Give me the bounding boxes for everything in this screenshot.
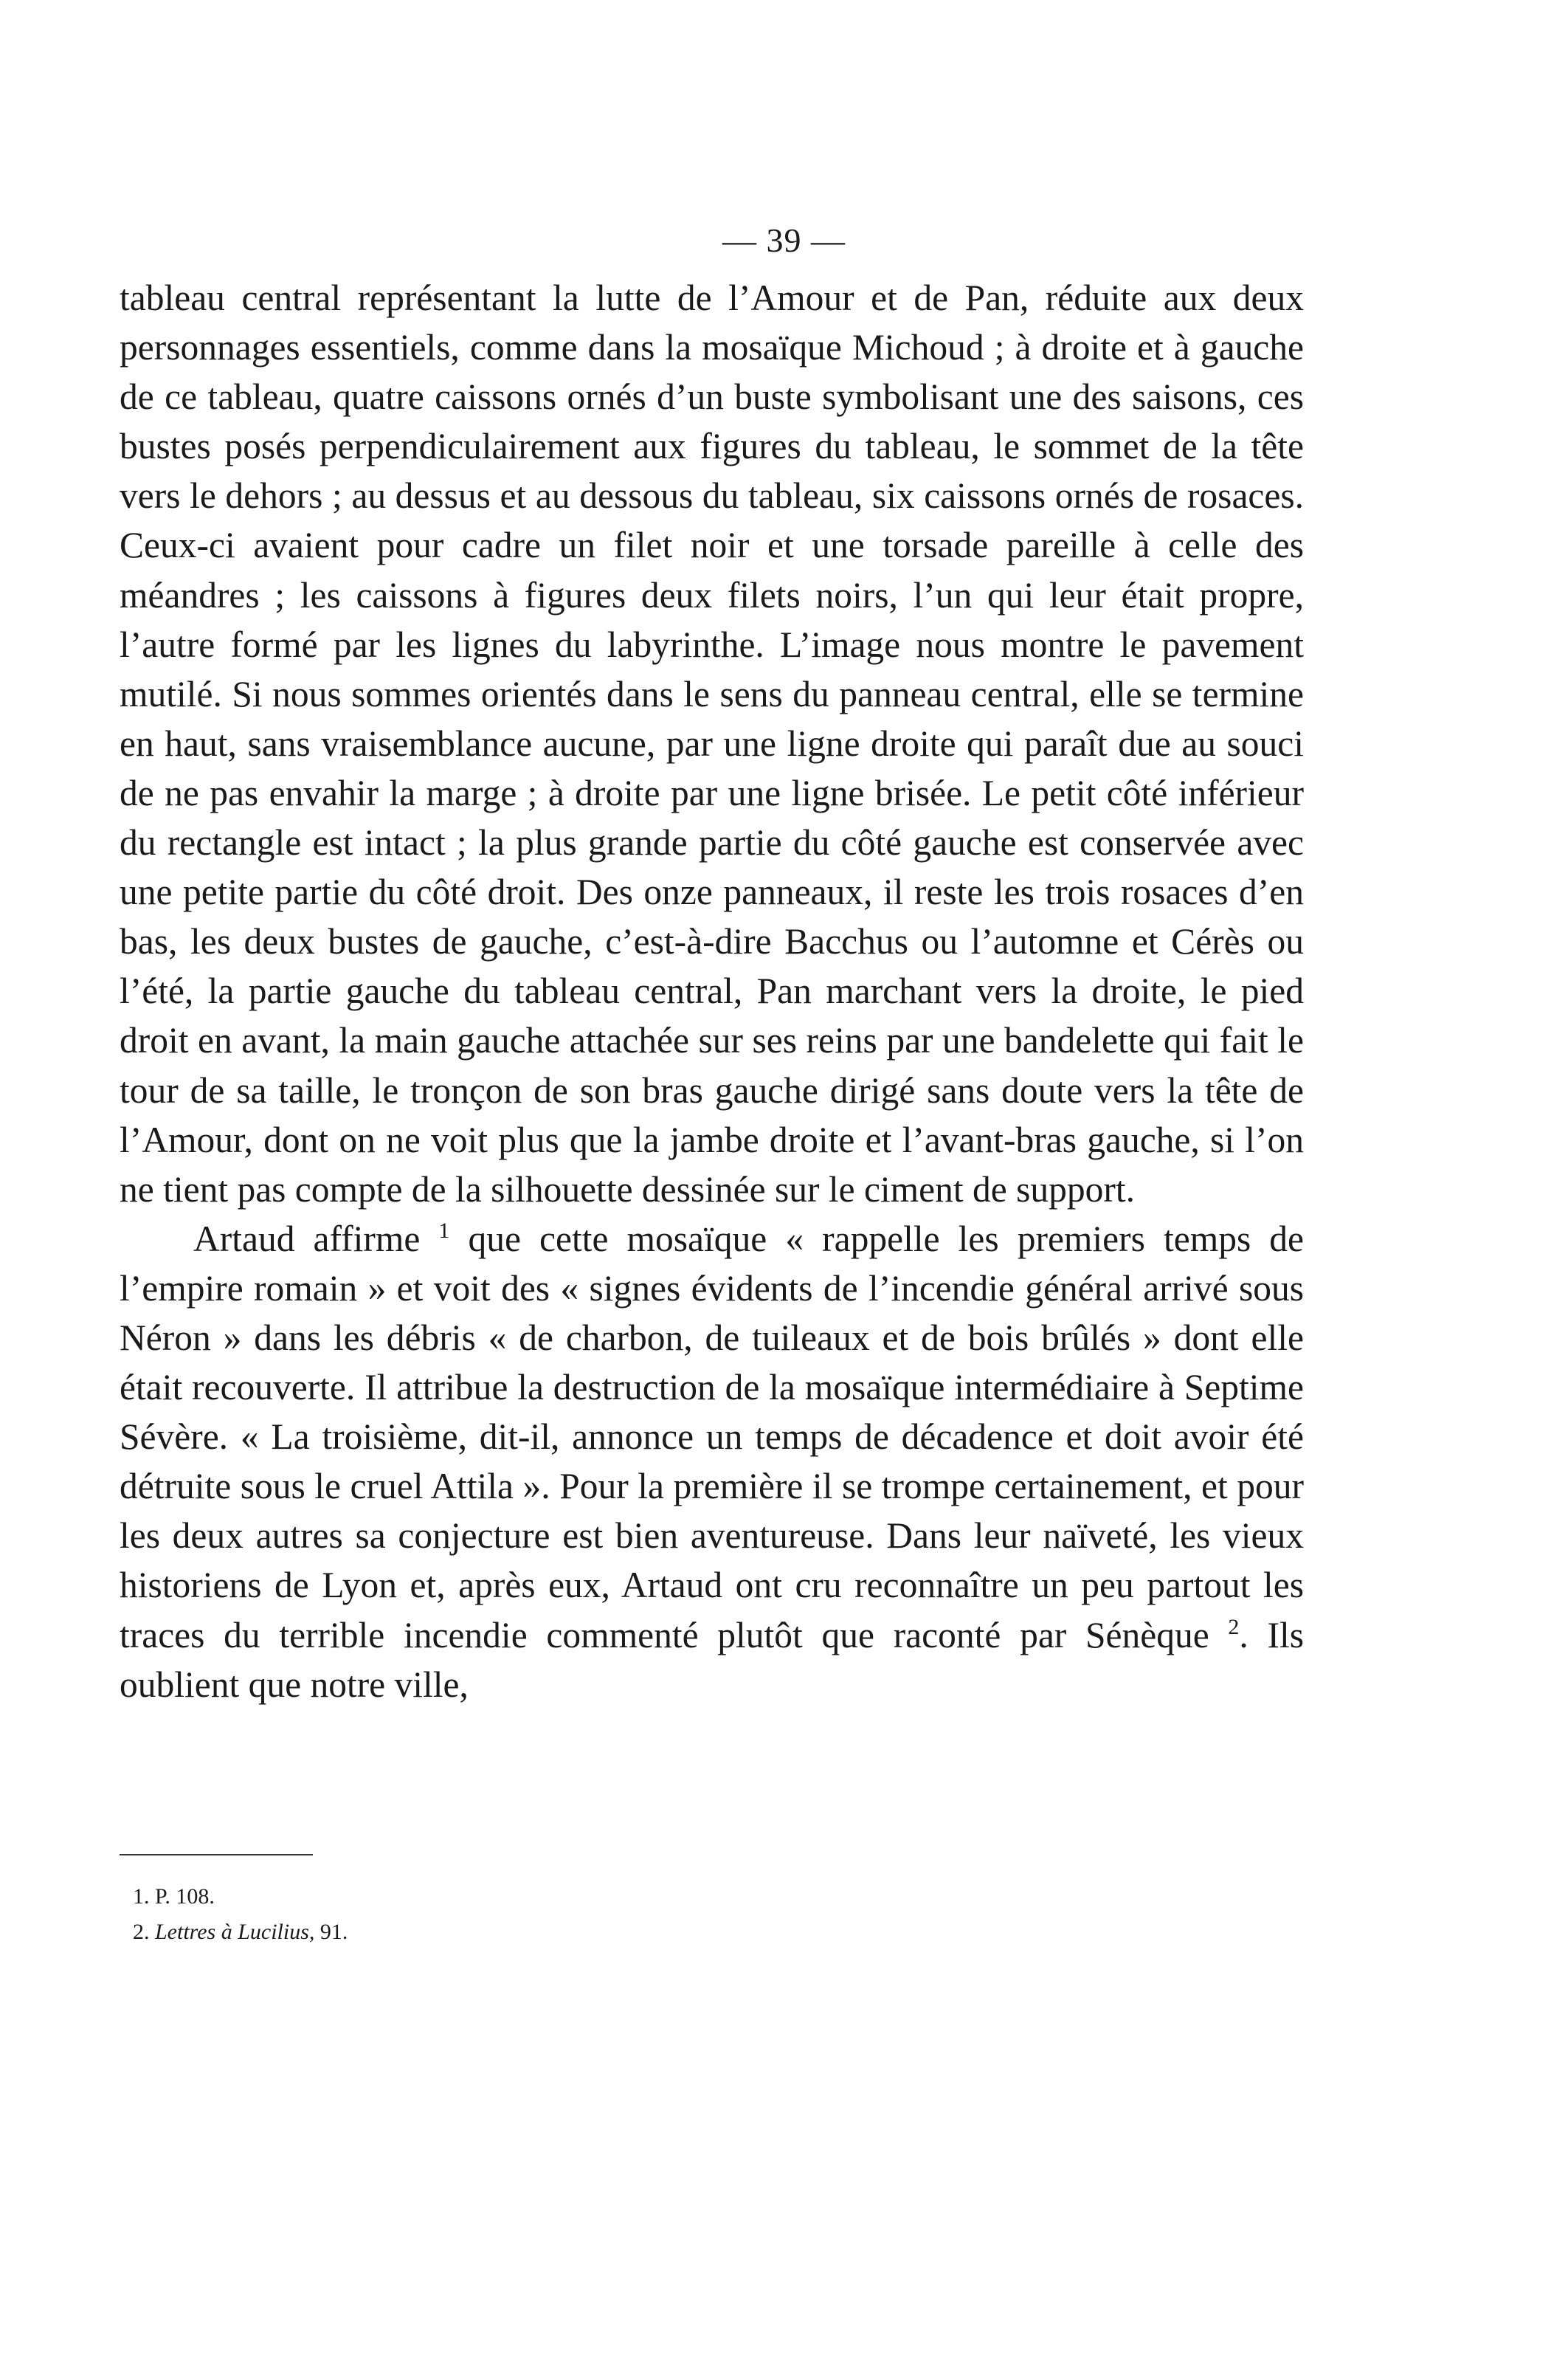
footnote-1 xyxy=(133,1879,1018,1915)
footnote-2-number: 2. xyxy=(133,1920,150,1944)
paragraph-1: tableau central représentant la lutte de l’Amour et de Pan, réduite aux deux personnages essentiels, comme dans la mosaïque Michoud ; à droite et à gauche de ce tableau, quatre caissons ornés d’un buste symbolisant une des saisons, ces bustes posés perpendiculairement aux figures du tableau, le sommet de la tête vers le dehors ; au dessus et au dessous du tableau, six caissons ornés de rosaces. Ceux-ci avaient pour cadre un filet noir et une torsade pareille à celle des méandres ; les caissons à figures deux filets noirs, l’un qui leur était propre, l’autre formé par les lignes du labyrinthe. L’image nous montre le pavement mutilé. Si nous sommes orientés dans le sens du panneau central, elle se termine en haut, sans vraisemblance aucune, par une ligne droite qui paraît due au souci de ne pas envahir la marge ; à droite par une ligne brisée. Le petit côté inférieur du rectangle est intact ; la plus grande partie du côté gauche est conservée avec une petite partie du côté droit. Des onze panneaux, il reste les trois rosaces d’en bas, les deux bustes de gauche, c’est-à-dire Bacchus ou l’automne et Cérès ou l’été, la partie gauche du tableau central, Pan marchant vers la droite, le pied droit en avant, la main gauche attachée sur ses reins par une bandelette qui fait le tour de sa taille, le tronçon de son bras gauche dirigé sans doute vers la tête de l’Amour, dont on ne voit plus que la jambe droite et l’avant-bras gauche, si l’on ne tient pas compte de la silhouette dessinée sur le ciment de support. xyxy=(120,278,1304,1210)
paragraph-2-text-middle: que cette mosaïque « rappelle les premiers temps de l’empire romain » et voit des « signes évidents de l’incendie général arrivé sous Néron » dans les débris « de charbon, de tuileaux et de bois brûlés » dont elle était recouverte. Il attribue la destruction de la mosaïque intermédiaire à Septime Sévère. « La troisième, dit-il, annonce un temps de décadence et doit avoir été détruite sous le cruel Attila ». Pour la première il se trompe certainement, et pour les deux autres sa conjecture est bien aventureuse. Dans leur naïveté, les vieux historiens de Lyon et, après eux, Artaud ont cru reconnaître un peu partout les traces du terrible incendie commenté plutôt que raconté par Sénèque xyxy=(120,1218,1305,1655)
body-text xyxy=(120,273,1304,1709)
footnotes xyxy=(133,1879,1018,1950)
paragraph-2-text-end: . Ils oublient que notre ville, xyxy=(120,1614,1305,1705)
footnote-ref-2[interactable]: 2 xyxy=(1228,1614,1240,1639)
footnote-separator xyxy=(120,1854,313,1855)
footnote-1-text: P. 108. xyxy=(155,1884,215,1909)
footnote-2-title: Lettres à Lucilius, xyxy=(155,1920,315,1944)
footnote-ref-1[interactable]: 1 xyxy=(438,1218,450,1243)
paragraph-2-text-start: Artaud affirme xyxy=(193,1218,421,1259)
paragraph-2 xyxy=(120,1214,1304,1709)
footnote-2-text: 91. xyxy=(320,1920,348,1944)
footnote-1-number: 1. xyxy=(133,1884,150,1909)
page-number: — 39 — xyxy=(722,221,846,259)
footnote-2 xyxy=(133,1915,1018,1950)
